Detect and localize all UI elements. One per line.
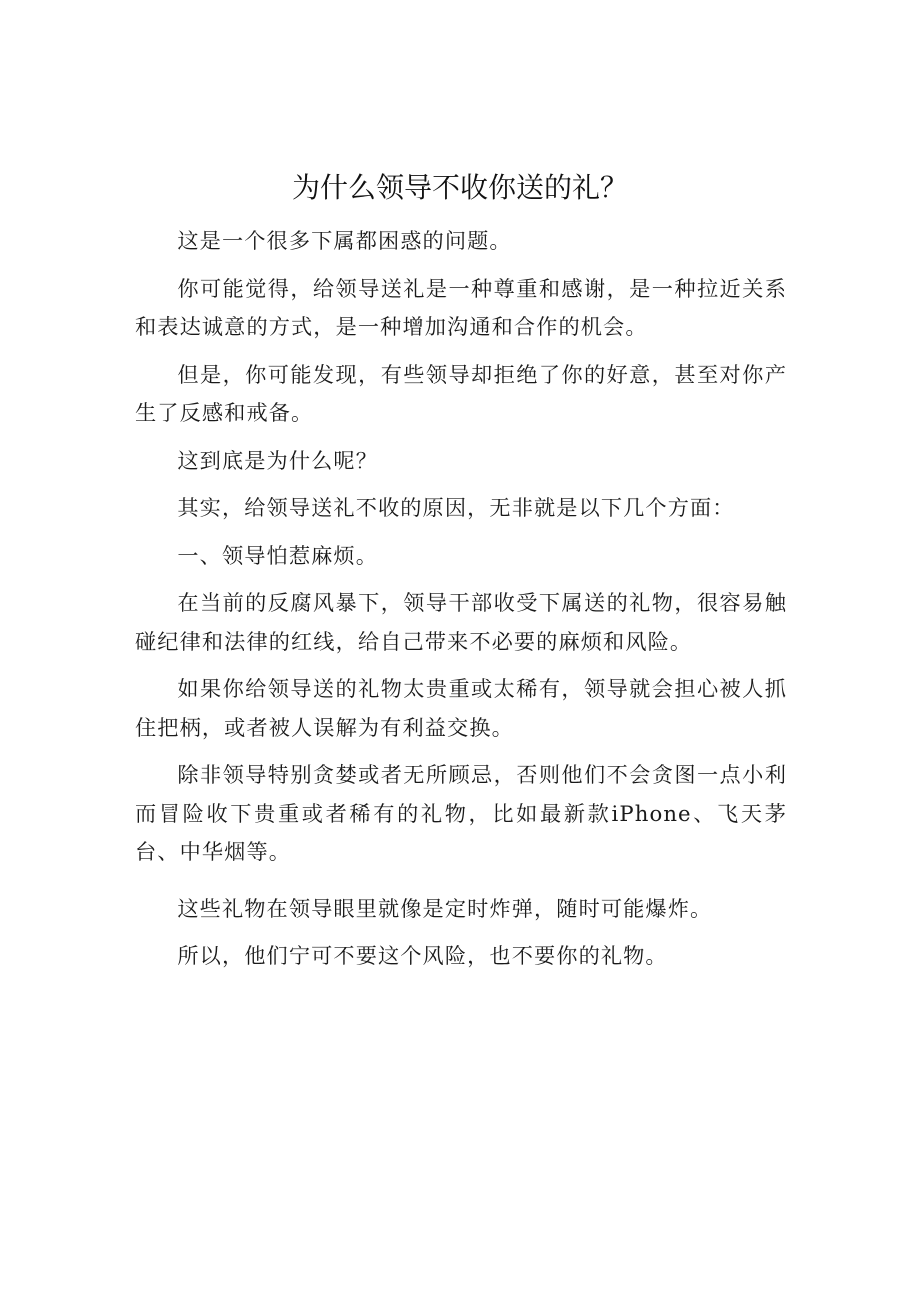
paragraph: 这是一个很多下属都困惑的问题。 — [177, 228, 512, 253]
paragraph: 在当前的反腐风暴下，领导干部收受下属送的礼物，很容易触碰纪律和法律的红线，给自己带来不必要的麻烦和风险。 — [135, 590, 787, 654]
paragraph: 你可能觉得，给领导送礼是一种尊重和感谢，是一种拉近关系和表达诚意的方式，是一种增加沟通和合作的机会。 — [135, 275, 787, 339]
paragraph: 除非领导特别贪婪或者无所顾忌，否则他们不会贪图一点小利而冒险收下贵重或者稀有的礼物，比如最新款iPhone、飞天茅台、中华烟等。 — [135, 762, 787, 864]
paragraph: 这到底是为什么呢？ — [177, 447, 378, 473]
section-heading: 一、领导怕惹麻烦。 — [177, 542, 378, 568]
paragraph: 但是，你可能发现，有些领导却拒绝了你的好意，甚至对你产生了反感和戒备。 — [135, 361, 787, 425]
paragraph: 如果你给领导送的礼物太贵重或太稀有，领导就会担心被人抓住把柄，或者被人误解为有利益交换。 — [135, 676, 787, 740]
paragraph: 这些礼物在领导眼里就像是定时炸弹，随时可能爆炸。 — [177, 895, 713, 921]
document-body — [135, 222, 787, 985]
paragraph: 其实，给领导送礼不收的原因，无非就是以下几个方面： — [177, 495, 735, 520]
document-title: 为什么领导不收你送的礼？ — [291, 171, 628, 204]
paragraph: 所以，他们宁可不要这个风险，也不要你的礼物。 — [177, 943, 668, 968]
